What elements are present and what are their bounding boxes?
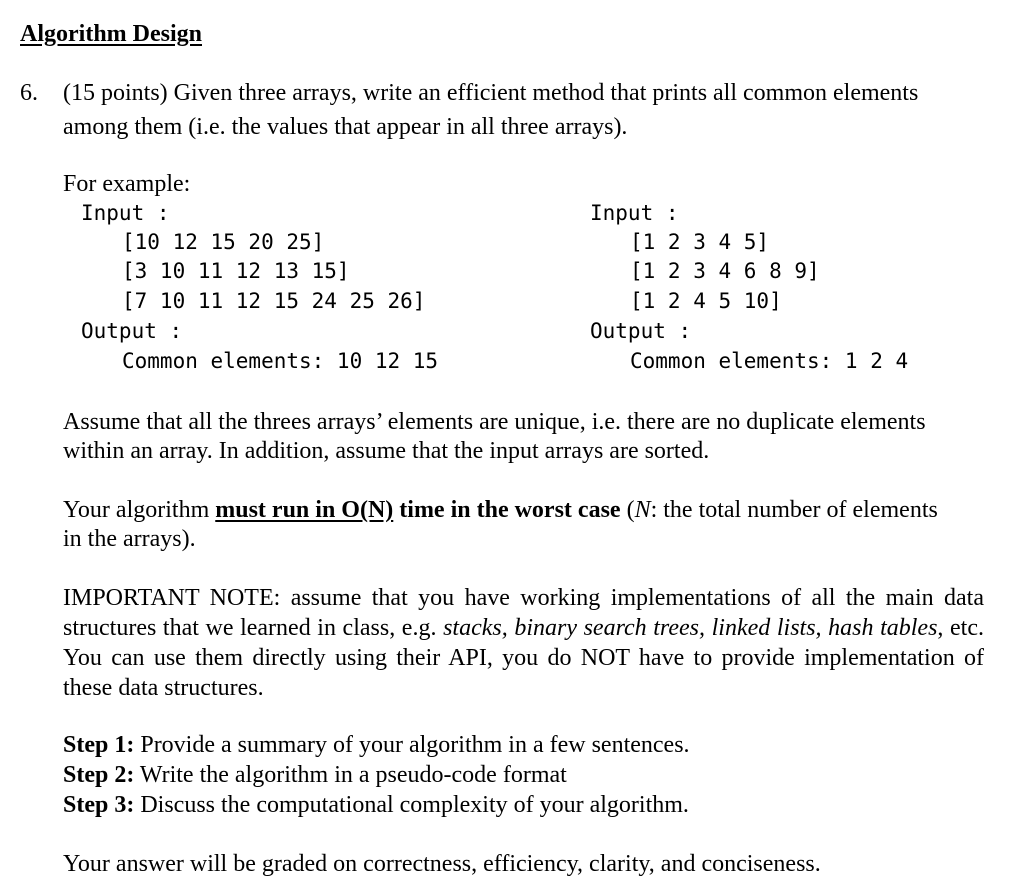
- requirement-note-rest: : the total number of elements: [650, 497, 938, 523]
- example-right-output-label: Output :: [590, 319, 692, 343]
- example-right-array-3: [1 2 4 5 10]: [630, 289, 782, 313]
- step-2: [63, 760, 567, 790]
- step-2-text: Write the algorithm in a pseudo-code format: [134, 762, 567, 788]
- step-3: [63, 790, 689, 820]
- step-1: [63, 730, 690, 760]
- example-right-array-1: [1 2 3 4 5]: [630, 230, 770, 254]
- grading-note: Your answer will be graded on correctness, efficiency, clarity, and conciseness.: [63, 851, 821, 877]
- important-note: [63, 583, 984, 703]
- example-left-input-label: Input :: [81, 201, 170, 225]
- example-left-output-label: Output :: [81, 319, 183, 343]
- important-note-text-b: , etc. You can use them directly using their API, you do NOT have to provide implementation of these data structures.: [63, 615, 984, 701]
- step-3-label: Step 3:: [63, 792, 135, 818]
- requirement-note-open: (: [620, 497, 635, 523]
- example-right-input-label: Input :: [590, 201, 679, 225]
- requirement-worst-case: time in the worst case: [393, 497, 621, 523]
- assumption-line-2: within an array. In addition, assume that the input arrays are sorted.: [63, 438, 710, 464]
- section-title: Algorithm Design: [20, 21, 202, 47]
- example-left-result: Common elements: 10 12 15: [122, 349, 439, 373]
- step-3-text: Discuss the computational complexity of your algorithm.: [134, 792, 689, 818]
- example-right-result: Common elements: 1 2 4: [630, 349, 909, 373]
- question-number: 6.: [20, 80, 38, 106]
- important-note-text-a: IMPORTANT NOTE: assume that you have working implementations of all the main data structures that we learned in class, e.g.: [63, 585, 984, 641]
- requirement-must-run: must run in O(N): [215, 497, 394, 523]
- step-2-label: Step 2:: [63, 762, 135, 788]
- example-left-array-2: [3 10 11 12 13 15]: [122, 259, 350, 283]
- requirement-line-1: [63, 495, 938, 525]
- assumption-line-1: Assume that all the threes arrays’ elements are unique, i.e. there are no duplicate elements: [63, 409, 926, 435]
- step-1-label: Step 1:: [63, 732, 135, 758]
- example-intro: For example:: [63, 171, 191, 197]
- example-right-array-2: [1 2 3 4 6 8 9]: [630, 259, 820, 283]
- question-line-2: among them (i.e. the values that appear in all three arrays).: [63, 114, 628, 140]
- step-1-text: Provide a summary of your algorithm in a few sentences.: [134, 732, 690, 758]
- requirement-n-variable: N: [634, 497, 651, 523]
- example-left-array-1: [10 12 15 20 25]: [122, 230, 325, 254]
- requirement-prefix: Your algorithm: [63, 497, 216, 523]
- example-left-array-3: [7 10 11 12 15 24 25 26]: [122, 289, 426, 313]
- question-line-1: (15 points) Given three arrays, write an efficient method that prints all common elements: [63, 80, 919, 106]
- requirement-line-2: in the arrays).: [63, 526, 196, 552]
- important-note-examples: stacks, binary search trees, linked lists, hash tables: [443, 615, 938, 641]
